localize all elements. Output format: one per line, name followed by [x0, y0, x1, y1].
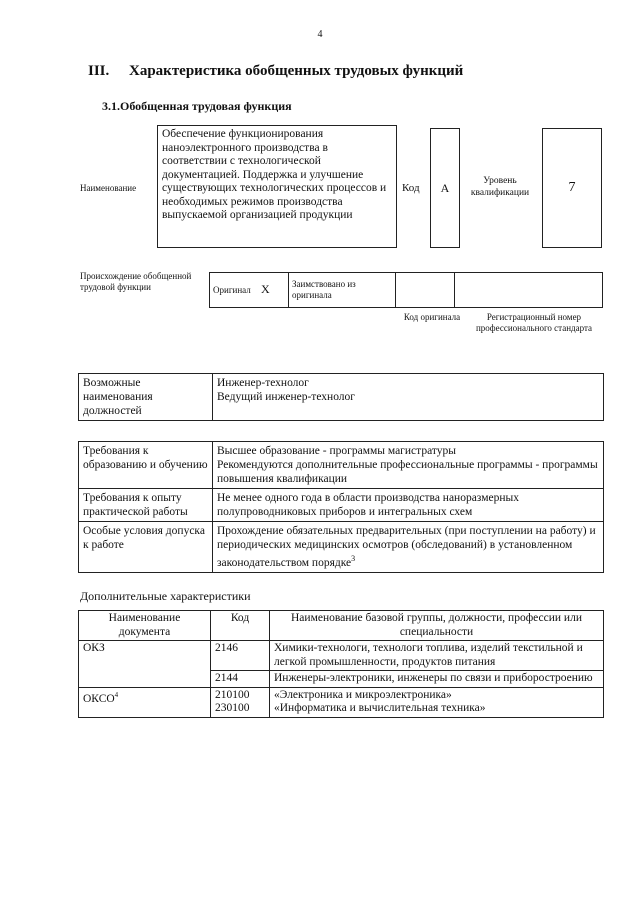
code-value: A — [440, 180, 450, 195]
requirement-line: Не менее одного года в области производства наноразмерных полупроводниковых приборов и интегральных схем — [217, 492, 519, 518]
requirement-label: Требования к опыту практической работы — [79, 489, 213, 522]
reg-number-label: Регистрационный номер профессионального стандарта — [475, 312, 593, 333]
header-group-name: Наименование базовой группы, должности, профессии или специальности — [270, 611, 604, 641]
table-row — [79, 687, 604, 717]
requirement-value — [213, 442, 604, 489]
reg-number-cell — [455, 273, 603, 308]
okz-name: ОКЗ — [79, 641, 211, 688]
requirement-row — [79, 489, 604, 522]
requirement-line: Прохождение обязательных предварительных (при поступлении на работу) и периодических медицинских осмотров (обследований) в установленном законодательством порядке — [217, 525, 596, 569]
code-label: Код — [402, 182, 420, 194]
okso-code: 210100 — [215, 688, 250, 701]
origin-table — [209, 272, 603, 308]
qualification-level-label: Уровень квалификации — [470, 176, 530, 198]
requirements-table — [78, 441, 604, 573]
additional-table — [78, 610, 604, 718]
additional-title: Дополнительные характеристики — [80, 589, 251, 603]
okso-footnote: 4 — [114, 690, 119, 699]
borrowed-label: Заимствовано из оригинала — [292, 279, 356, 300]
requirement-label: Особые условия допуска к работе — [79, 522, 213, 573]
header-doc-name: Наименование документа — [79, 611, 211, 641]
header-code: Код — [211, 611, 270, 641]
okz-code: 2146 — [211, 641, 270, 671]
okso-codes — [211, 687, 270, 717]
table-row — [79, 641, 604, 671]
requirement-label: Требования к образованию и обучению — [79, 442, 213, 489]
requirement-line: Рекомендуются дополнительные профессиональные программы - программы повышения квалификации — [217, 459, 598, 485]
okso-specialties — [270, 687, 604, 717]
code-original-label: Код оригинала — [403, 312, 461, 322]
origin-original-cell — [210, 273, 289, 308]
position-item: Ведущий инженер-технолог — [217, 391, 355, 403]
okz-group: Химики-технологи, технологи топлива, изделий текстильной и легкой промышленности, продуктов питания — [270, 641, 604, 671]
footnote-marker: 3 — [351, 554, 356, 563]
borrowed-cell — [289, 273, 396, 308]
requirement-line: Высшее образование - программы магистратуры — [217, 445, 456, 457]
section-heading — [88, 63, 463, 80]
original-mark: X — [260, 282, 270, 296]
section-title: Характеристика обобщенных трудовых функций — [129, 63, 464, 79]
okso-name-cell — [79, 687, 211, 717]
okso-name: ОКСО — [83, 692, 115, 705]
code-value-box — [430, 128, 460, 248]
requirement-value — [213, 522, 604, 573]
section-number: III. — [88, 63, 110, 79]
qualification-level-value: 7 — [568, 180, 576, 195]
header-row — [79, 611, 604, 641]
subsection-heading: 3.1.Обобщенная трудовая функция — [102, 99, 292, 113]
gtf-name-box: Обеспечение функционирования наноэлектронного производства в соответствии с технологической документацией. Поддержка и улучшение существующих технологических процессов и необходимых режимов производства выпускаемой организацией продукции — [157, 125, 397, 248]
page-number: 4 — [317, 29, 323, 40]
positions-table — [78, 373, 604, 421]
requirement-row — [79, 442, 604, 489]
okso-specialty: «Электроника и микроэлектроника» — [274, 688, 452, 701]
position-item: Инженер-технолог — [217, 377, 309, 389]
okso-specialty: «Информатика и вычислительная техника» — [274, 702, 486, 714]
positions-values — [213, 374, 604, 421]
name-label: Наименование — [80, 183, 137, 193]
requirement-value — [213, 489, 604, 522]
original-label: Оригинал — [213, 285, 251, 295]
okso-code: 230100 — [215, 702, 250, 714]
code-original-cell — [396, 273, 455, 308]
okz-group: Инженеры-электроники, инженеры по связи и приборостроению — [270, 671, 604, 688]
positions-label: Возможные наименования должностей — [79, 374, 213, 421]
qualification-level-box — [542, 128, 602, 248]
requirement-row — [79, 522, 604, 573]
origin-label: Происхождение обобщенной трудовой функции — [80, 271, 192, 292]
okz-code: 2144 — [211, 671, 270, 688]
